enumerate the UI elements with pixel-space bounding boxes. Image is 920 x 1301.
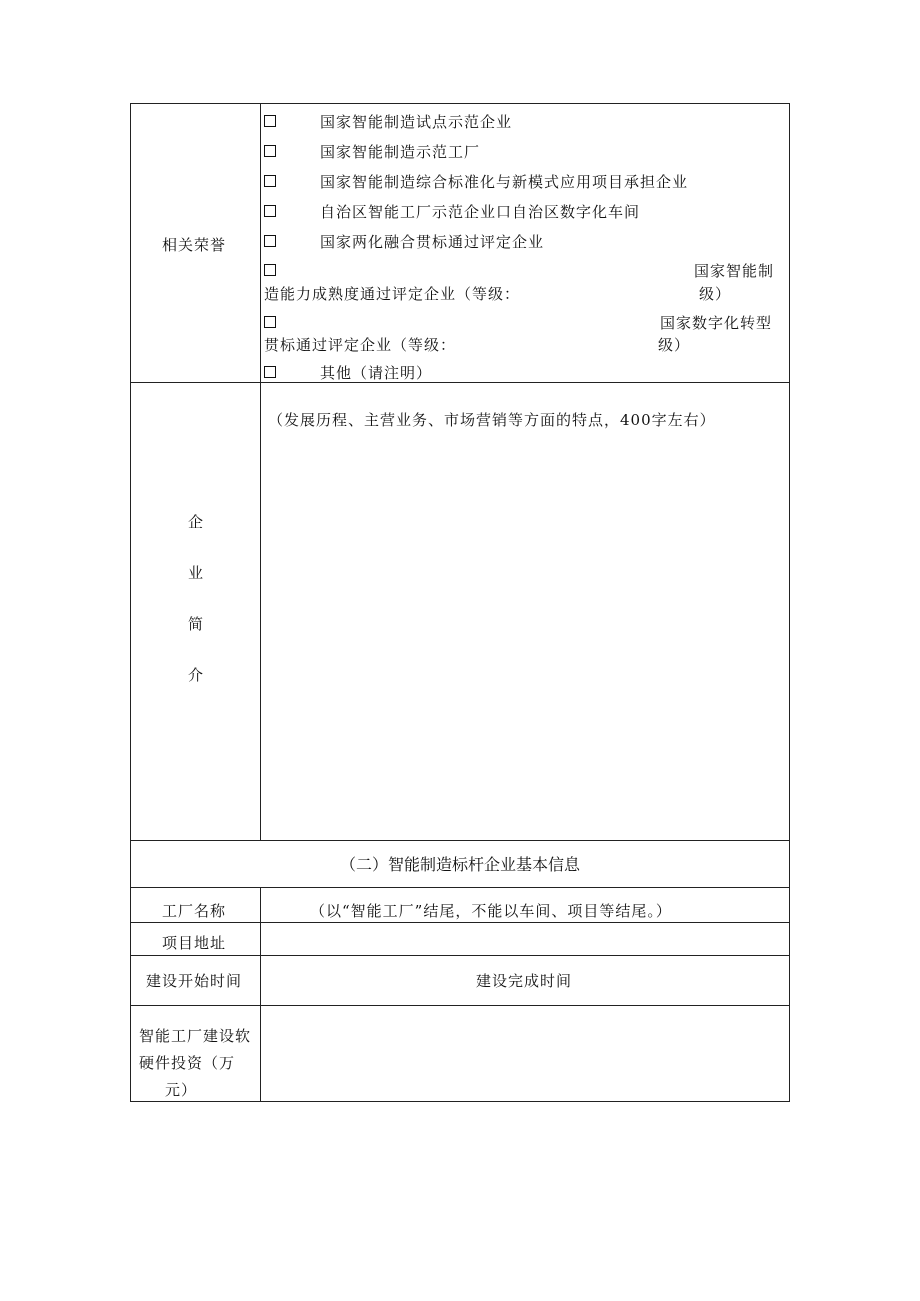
- intro-label-char-3: 简: [188, 615, 205, 633]
- table-border-left: [130, 103, 131, 1102]
- project-address-input[interactable]: [262, 924, 788, 954]
- honor-item-5: 国家两化融合贯标通过评定企业: [320, 233, 545, 251]
- intro-input-area[interactable]: [262, 440, 788, 838]
- honor-item-4: 自治区智能工厂示范企业口自治区数字化车间: [320, 203, 641, 221]
- honor-digital-part-b: 贯标通过评定企业（等级：: [264, 336, 457, 354]
- checkbox-honor-1[interactable]: [264, 115, 276, 127]
- row-divider: [130, 887, 790, 888]
- table-border-top: [130, 103, 790, 104]
- checkbox-honor-other[interactable]: [264, 366, 276, 378]
- honor-maturity-part-a: 国家智能制: [694, 262, 775, 280]
- column-divider: [260, 887, 261, 1101]
- row-divider: [130, 922, 790, 923]
- investment-label-line-3: 元）: [165, 1081, 198, 1099]
- project-address-label: 项目地址: [162, 934, 227, 952]
- honor-digital-part-a: 国家数字化转型: [660, 314, 773, 332]
- factory-name-label: 工厂名称: [162, 902, 227, 920]
- honor-item-2: 国家智能制造示范工厂: [320, 143, 481, 161]
- row-divider: [130, 382, 790, 383]
- intro-hint: （发展历程、主营业务、市场营销等方面的特点，400字左右）: [268, 411, 716, 429]
- row-divider: [130, 955, 790, 956]
- honor-other: 其他（请注明）: [320, 364, 433, 382]
- section-2-title: （二）智能制造标杆企业基本信息: [339, 855, 580, 874]
- factory-name-hint: （以“智能工厂”结尾，不能以车间、项目等结尾。）: [310, 902, 672, 920]
- investment-input[interactable]: [262, 1007, 788, 1100]
- intro-label-char-4: 介: [188, 666, 205, 684]
- honor-item-3: 国家智能制造综合标准化与新模式应用项目承担企业: [320, 173, 689, 191]
- column-divider: [260, 103, 261, 840]
- build-end-label: 建设完成时间: [476, 972, 573, 990]
- honor-maturity-part-c: 级）: [699, 285, 732, 303]
- factory-name-input[interactable]: [262, 889, 788, 921]
- intro-label-char-1: 企: [188, 513, 205, 531]
- honor-maturity-part-b: 造能力成熟度通过评定企业（等级：: [264, 285, 521, 303]
- honor-digital-part-c: 级）: [658, 336, 691, 354]
- checkbox-honor-4[interactable]: [264, 205, 276, 217]
- investment-label-line-2: 硬件投资（万: [139, 1054, 236, 1072]
- checkbox-honor-5[interactable]: [264, 235, 276, 247]
- intro-label-char-2: 业: [188, 564, 205, 582]
- row-divider: [130, 840, 790, 841]
- checkbox-honor-maturity[interactable]: [264, 264, 276, 276]
- checkbox-honor-digital[interactable]: [264, 316, 276, 328]
- build-start-label: 建设开始时间: [146, 972, 243, 990]
- row-divider: [130, 1005, 790, 1006]
- honor-item-1: 国家智能制造试点示范企业: [320, 113, 513, 131]
- checkbox-honor-3[interactable]: [264, 175, 276, 187]
- table-border-right: [789, 103, 790, 1102]
- table-border-bottom: [130, 1101, 790, 1102]
- honors-label: 相关荣誉: [162, 236, 227, 254]
- checkbox-honor-2[interactable]: [264, 145, 276, 157]
- investment-label-line-1: 智能工厂建设软: [139, 1027, 252, 1045]
